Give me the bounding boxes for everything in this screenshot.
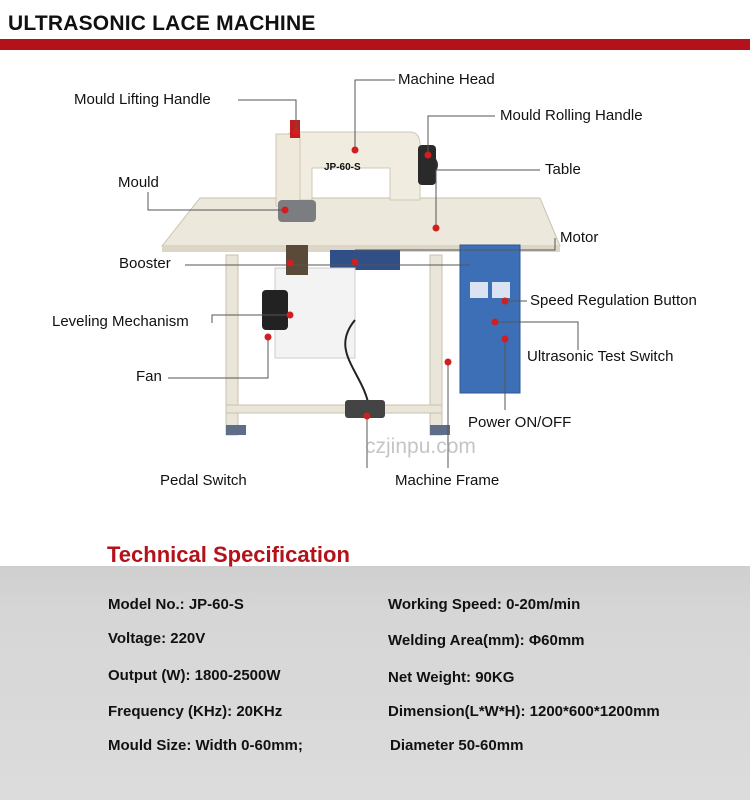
callout-mould-lifting-handle: Mould Lifting Handle — [74, 91, 211, 108]
head-column — [276, 134, 300, 206]
spec-right-item: Welding Area(mm): Φ60mm — [388, 632, 585, 649]
spec-left-item: Mould Size: Width 0-60mm; — [108, 737, 303, 754]
rolling-handle-knob — [418, 145, 436, 185]
header-accent-bar — [0, 39, 750, 50]
watermark: czjinpu.com — [365, 435, 476, 458]
callout-machine-frame: Machine Frame — [395, 472, 500, 489]
spec-left-item: Output (W): 1800-2500W — [108, 667, 281, 684]
meter-1 — [470, 282, 488, 298]
spec-right-item: Diameter 50-60mm — [390, 737, 524, 754]
foot-right — [430, 425, 450, 435]
motor-unit — [330, 250, 400, 270]
meter-2 — [492, 282, 510, 298]
callout-table: Table — [545, 161, 581, 178]
callout-machine-head: Machine Head — [398, 71, 495, 88]
callout-speed-regulation-button: Speed Regulation Button — [530, 292, 697, 309]
spec-right-item: Working Speed: 0-20m/min — [388, 596, 581, 613]
callout-leveling-mechanism: Leveling Mechanism — [52, 313, 189, 330]
frame-crossbar — [226, 405, 442, 413]
model-plate: JP-60-S — [324, 162, 361, 173]
spec-right-item: Net Weight: 90KG — [388, 669, 515, 686]
spec-heading: Technical Specification — [107, 542, 350, 567]
callout-mould: Mould — [118, 174, 159, 191]
spec-left-item: Voltage: 220V — [108, 630, 206, 647]
callout-ultrasonic-test-switch: Ultrasonic Test Switch — [527, 348, 674, 365]
spec-right-item: Dimension(L*W*H): 1200*600*1200mm — [388, 703, 660, 720]
callout-booster: Booster — [119, 255, 171, 272]
foot-left — [226, 425, 246, 435]
callout-mould-rolling-handle: Mould Rolling Handle — [500, 107, 643, 124]
machine-diagram — [0, 50, 750, 530]
table-top — [162, 198, 560, 246]
callout-pedal-switch: Pedal Switch — [160, 472, 247, 489]
control-box — [460, 245, 520, 393]
spec-left-item: Frequency (KHz): 20KHz — [108, 703, 283, 720]
callout-power-on-off: Power ON/OFF — [468, 414, 572, 431]
callout-fan: Fan — [136, 368, 162, 385]
callout-motor: Motor — [560, 229, 599, 246]
fan-unit — [262, 290, 288, 330]
page-title: ULTRASONIC LACE MACHINE — [8, 12, 316, 35]
spec-left-item: Model No.: JP-60-S — [108, 596, 244, 613]
